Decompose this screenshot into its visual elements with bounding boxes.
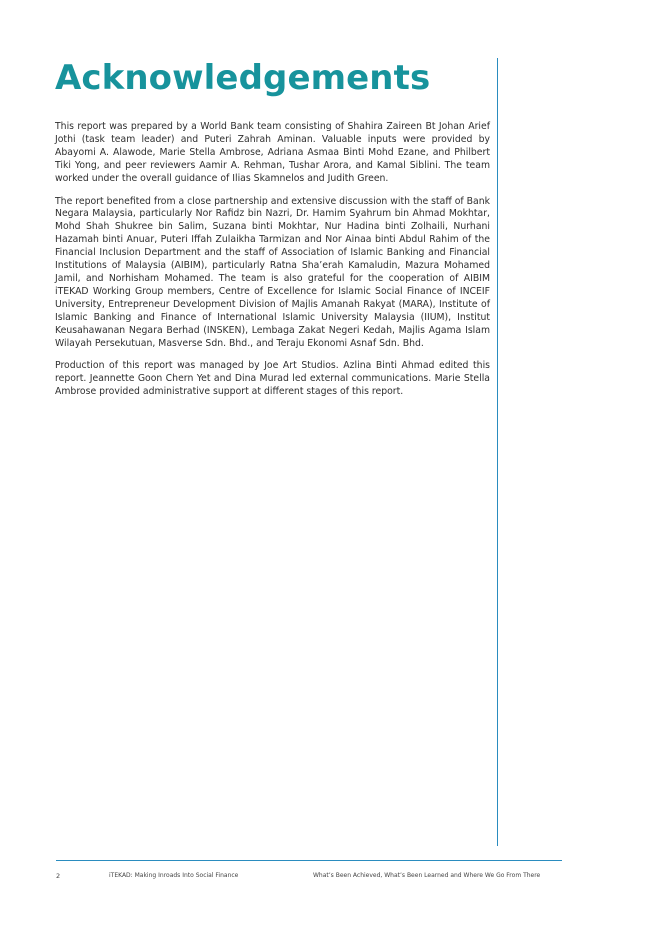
paragraph-team: This report was prepared by a World Bank team consisting of Shahira Zaireen Bt Johan Arief Jothi (task team leader) and Puteri Zahrah Aminan. Valuable inputs were provided by Abayomi A. Alawode, Marie Stella Ambrose, Adriana Asmaa Binti Mohd Ezane, and Philbert Tiki Yong, and peer reviewers Aamir A. Rehman, Tushar Arora, and Kamal Siblini. The team worked under the overall guidance of Ilias Skamnelos and Judith Green. [55,121,490,184]
acknowledgements-body [55,121,490,409]
footer-report-subtitle: What’s Been Achieved, What’s Been Learned and Where We Go From There [313,872,541,879]
page-number: 2 [56,872,61,880]
paragraph-production: Production of this report was managed by Joe Art Studios. Azlina Binti Ahmad edited this report. Jeannette Goon Chern Yet and Dina Murad led external communications. Marie Stella Ambrose provided administrative support at different stages of this report. [55,360,490,398]
vertical-divider [497,58,498,846]
footer-report-title: iTEKAD: Making Inroads Into Social Finance [109,872,239,879]
paragraph-partnership: The report benefited from a close partnership and extensive discussion with the staff of Bank Negara Malaysia, particularly Nor Rafidz bin Nazri, Dr. Hamim Syahrum bin Ahmad Mokhtar, Mohd Shah Shukree bin Salim, Suzana binti Mokhtar, Nur Hadina binti Zolhaili, Nurhani Hazamah binti Anuar, Puteri Iffah Zulaikha Tarmizan and Nor Ainaa binti Abdul Rahim of the Financial Inclusion Department and the staff of Association of Islamic Banking and Financial Institutions of Malaysia (AIBIM), particularly Ratna Sha’erah Kamaludin, Mazura Mohamed Jamil, and Norhisham Mohamed. The team is also grateful for the cooperation of AIBIM iTEKAD Working Group members, Centre of Excellence for Islamic Social Finance of INCEIF University, Entrepreneur Development Division of Majlis Amanah Rakyat (MARA), Institute of Islamic Banking and Finance of International Islamic University Malaysia (IIUM), Institut Keusahawanan Negara Berhad (INSKEN), Lembaga Zakat Negeri Kedah, Majlis Agama Islam Wilayah Persekutuan, Masverse Sdn. Bhd., and Teraju Ekonomi Asnaf Sdn. Bhd. [55,195,490,349]
footer-divider [56,860,562,861]
page-title: Acknowledgements [55,58,431,98]
